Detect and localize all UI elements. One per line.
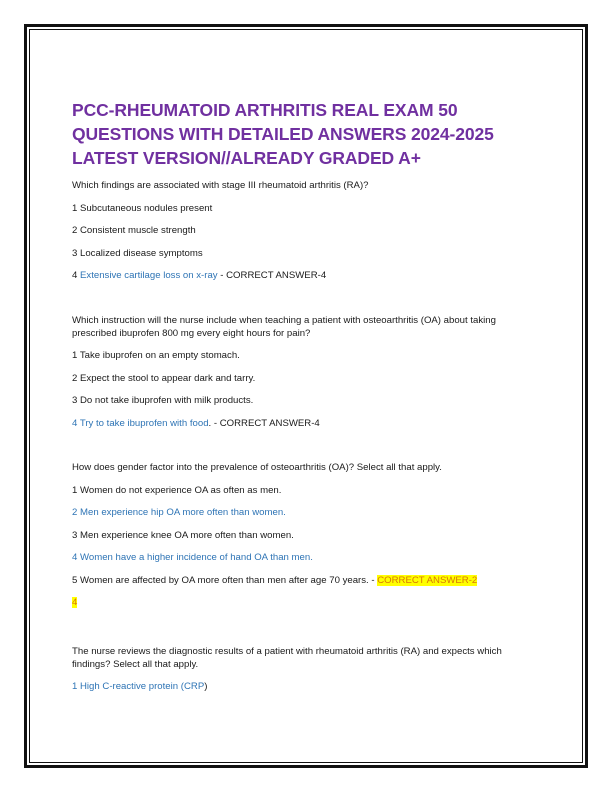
correct-option-text: 1 High C-reactive protein (CRP (72, 681, 205, 692)
option-1: 1 Subcutaneous nodules present (72, 202, 213, 214)
spacer (72, 439, 532, 461)
option-5 (72, 574, 532, 587)
option-3: 3 Men experience knee OA more often than women. (72, 529, 294, 541)
option-4 (72, 269, 532, 282)
spacer (72, 619, 532, 645)
option-3: 3 Localized disease symptoms (72, 247, 203, 259)
option-text: 5 Women are affected by OA more often than men after age 70 years. (72, 574, 369, 586)
option-2: 2 Expect the stool to appear dark and tarry. (72, 372, 256, 384)
option-1 (72, 680, 532, 693)
question-block-1 (72, 179, 532, 282)
correct-answer-label: CORRECT ANSWER-2 (377, 574, 478, 586)
question-text: Which findings are associated with stage III rheumatoid arthritis (RA)? (72, 180, 369, 191)
option-2: 2 Men experience hip OA more often than women. (72, 507, 286, 518)
option-1: 1 Women do not experience OA as often as men. (72, 484, 282, 496)
question-block-3 (72, 461, 532, 609)
document-title: PCC-RHEUMATOID ARTHRITIS REAL EXAM 50 QUESTIONS WITH DETAILED ANSWERS 2024-2025 LATEST VERSION//ALREADY GRADED A+ (72, 100, 494, 168)
question-block-2 (72, 314, 532, 430)
answer-separator: - (368, 574, 378, 586)
question-text: Which instruction will the nurse include when teaching a patient with osteoarthritis (OA) about taking prescribed ibuprofen 800 mg every eight hours for pain? (72, 314, 496, 339)
option-3: 3 Do not take ibuprofen with milk products. (72, 395, 254, 406)
option-4: 4 Women have a higher incidence of hand OA than men. (72, 552, 313, 563)
answer-continuation (72, 596, 532, 609)
option-1: 1 Take ibuprofen on an empty stomach. (72, 350, 240, 361)
correct-option-text: 4 Try to take ibuprofen with food (72, 417, 209, 429)
correct-answer-label: - CORRECT ANSWER-4 (217, 270, 327, 281)
correct-option-text: Extensive cartilage loss on x-ray (80, 270, 218, 281)
option-closing-paren: ) (204, 681, 208, 692)
spacer (72, 292, 532, 314)
document-body (72, 98, 532, 703)
correct-answer-label: . - CORRECT ANSWER-4 (208, 417, 320, 429)
question-text: The nurse reviews the diagnostic results of a patient with rheumatoid arthritis (RA) and expects which findings? Select all that apply. (72, 645, 502, 670)
option-2: 2 Consistent muscle strength (72, 225, 196, 236)
question-block-4 (72, 645, 532, 694)
option-4 (72, 417, 532, 430)
question-text: How does gender factor into the prevalence of osteoarthritis (OA)? Select all that apply. (72, 462, 442, 473)
option-number: 4 (72, 270, 81, 281)
correct-answer-continuation: 4 (72, 597, 78, 608)
